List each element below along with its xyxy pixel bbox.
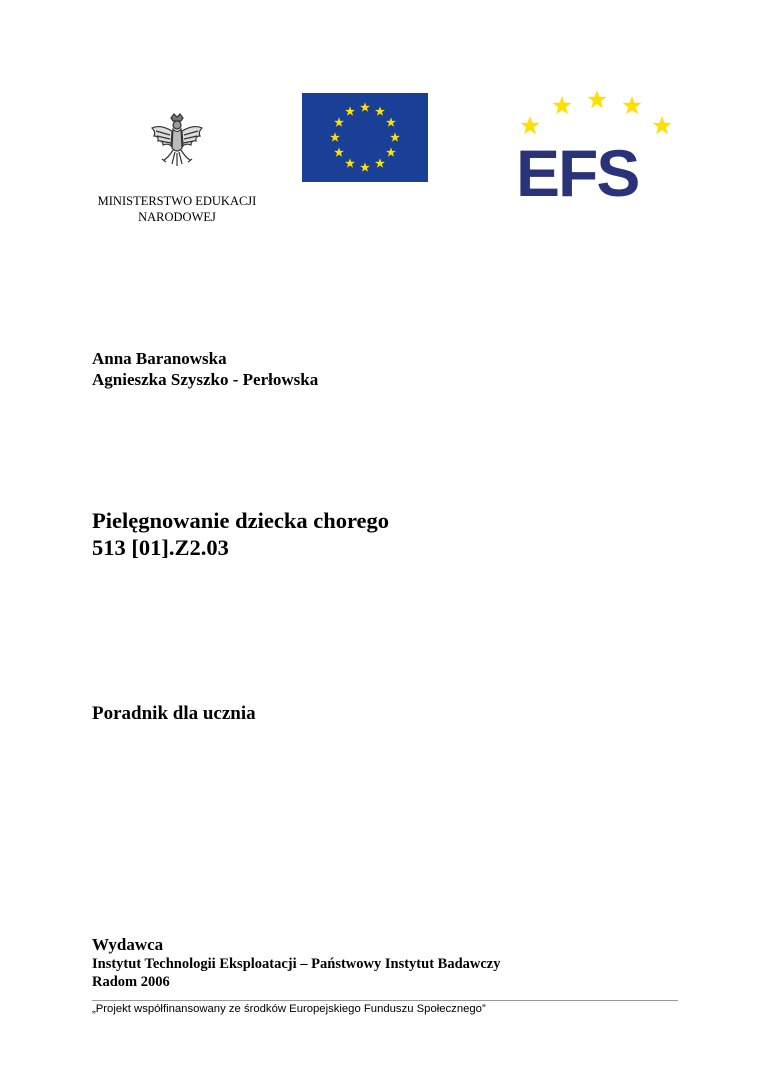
ministry-name-line2: NARODOWEJ: [138, 210, 216, 224]
document-subtitle: Poradnik dla ucznia: [92, 703, 256, 724]
footer-note: „Projekt współfinansowany ze środków Europejskiego Funduszu Społecznego”: [92, 1003, 486, 1015]
title-line2: 513 [01].Z2.03: [92, 535, 229, 560]
polish-eagle-icon: [146, 112, 208, 174]
efs-star-icon: [552, 96, 571, 114]
footer-divider: [92, 1000, 678, 1001]
authors: [92, 348, 318, 390]
document-title: [92, 507, 389, 561]
author-1: Anna Baranowska: [92, 349, 227, 368]
eu-flag-icon: [302, 93, 428, 182]
efs-star-icon: [520, 116, 539, 134]
title-line1: Pielęgnowanie dziecka chorego: [92, 508, 390, 533]
efs-star-icon: [587, 90, 606, 108]
ministry-name-line1: MINISTERSTWO EDUKACJI: [97, 194, 257, 208]
author-2: Agnieszka Szyszko - Perłowska: [92, 370, 319, 389]
efs-logo-text: EFS: [516, 136, 639, 202]
efs-star-icon: [652, 116, 671, 134]
publisher-label: Wydawca: [92, 935, 164, 954]
publisher-place-year: Radom 2006: [92, 974, 170, 990]
ministry-name: [92, 193, 262, 225]
publisher-name: Instytut Technologii Eksploatacji – Państwowy Instytut Badawczy: [92, 956, 501, 972]
efs-logo: [512, 86, 678, 202]
efs-star-icon: [622, 96, 641, 114]
